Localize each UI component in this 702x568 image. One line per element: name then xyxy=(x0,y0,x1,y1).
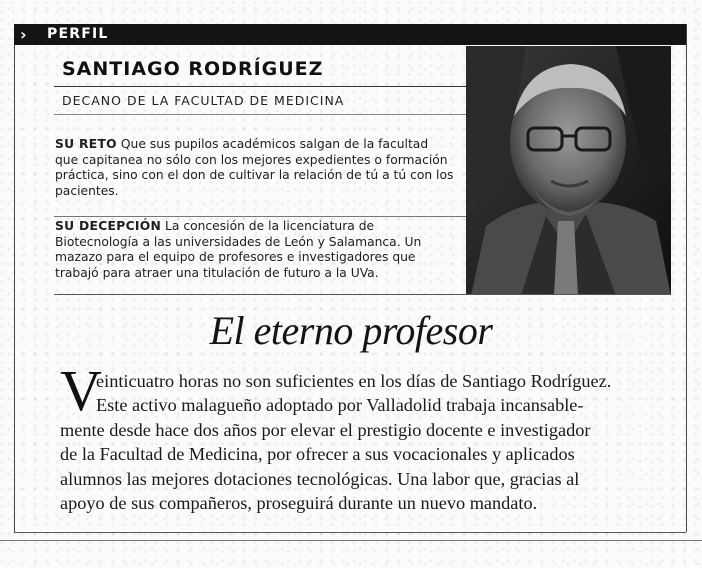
body-line: de la Facultad de Medicina, por ofrecer a sus vocacionales y aplicados xyxy=(60,444,575,465)
section-label: PERFIL xyxy=(47,26,109,42)
decepcion-text: La concesión de la licenciatura de Biotecnología a las universidades de León y Salamanca. Un mazazo para el equipo de profesores e investigadores que trabajó para atraer una titulación de futuro a la UVa. xyxy=(55,219,422,280)
section-header-bar xyxy=(14,24,686,45)
body-line: Este activo malagueño adoptado por Valladolid trabaja incansable- xyxy=(96,395,584,416)
drop-cap: V xyxy=(60,358,102,423)
profile-name: SANTIAGO RODRÍGUEZ xyxy=(62,58,324,80)
chevron-right-icon: › xyxy=(20,25,27,44)
profile-position: DECANO DE LA FACULTAD DE MEDICINA xyxy=(62,93,345,108)
body-line: alumnos las mejores dotaciones tecnológicas. Una labor que, gracias al xyxy=(60,468,580,489)
reto-label: SU RETO xyxy=(55,137,117,151)
portrait-image xyxy=(466,46,671,294)
body-line: apoyo de sus compañeros, proseguirá durante un nuevo mandato. xyxy=(60,493,538,514)
page-edge-line xyxy=(0,540,702,541)
divider xyxy=(54,86,466,87)
frame-bottom-border xyxy=(14,532,686,533)
reto-text: Que sus pupilos académicos salgan de la facultad que capitanea no sólo con los mejores expedientes o formación práctica, sino con el don de cultivar la relación de tú a tú con los pacientes. xyxy=(55,137,454,198)
body-line: mente desde hace dos años por elevar el prestigio docente e investigador xyxy=(60,419,591,440)
article-headline: El eterno profesor xyxy=(209,308,493,353)
divider xyxy=(54,114,466,115)
body-line: einticuatro horas no son suficientes en los días de Santiago Rodríguez. xyxy=(96,371,612,391)
decepcion-label: SU DECEPCIÓN xyxy=(55,219,162,233)
divider xyxy=(54,216,466,217)
decepcion-paragraph xyxy=(55,219,455,281)
divider xyxy=(54,294,671,295)
reto-paragraph xyxy=(55,137,455,199)
frame-right-border xyxy=(686,24,687,532)
frame-left-border xyxy=(14,24,15,532)
article-body xyxy=(60,369,674,515)
portrait-photo xyxy=(466,46,671,294)
